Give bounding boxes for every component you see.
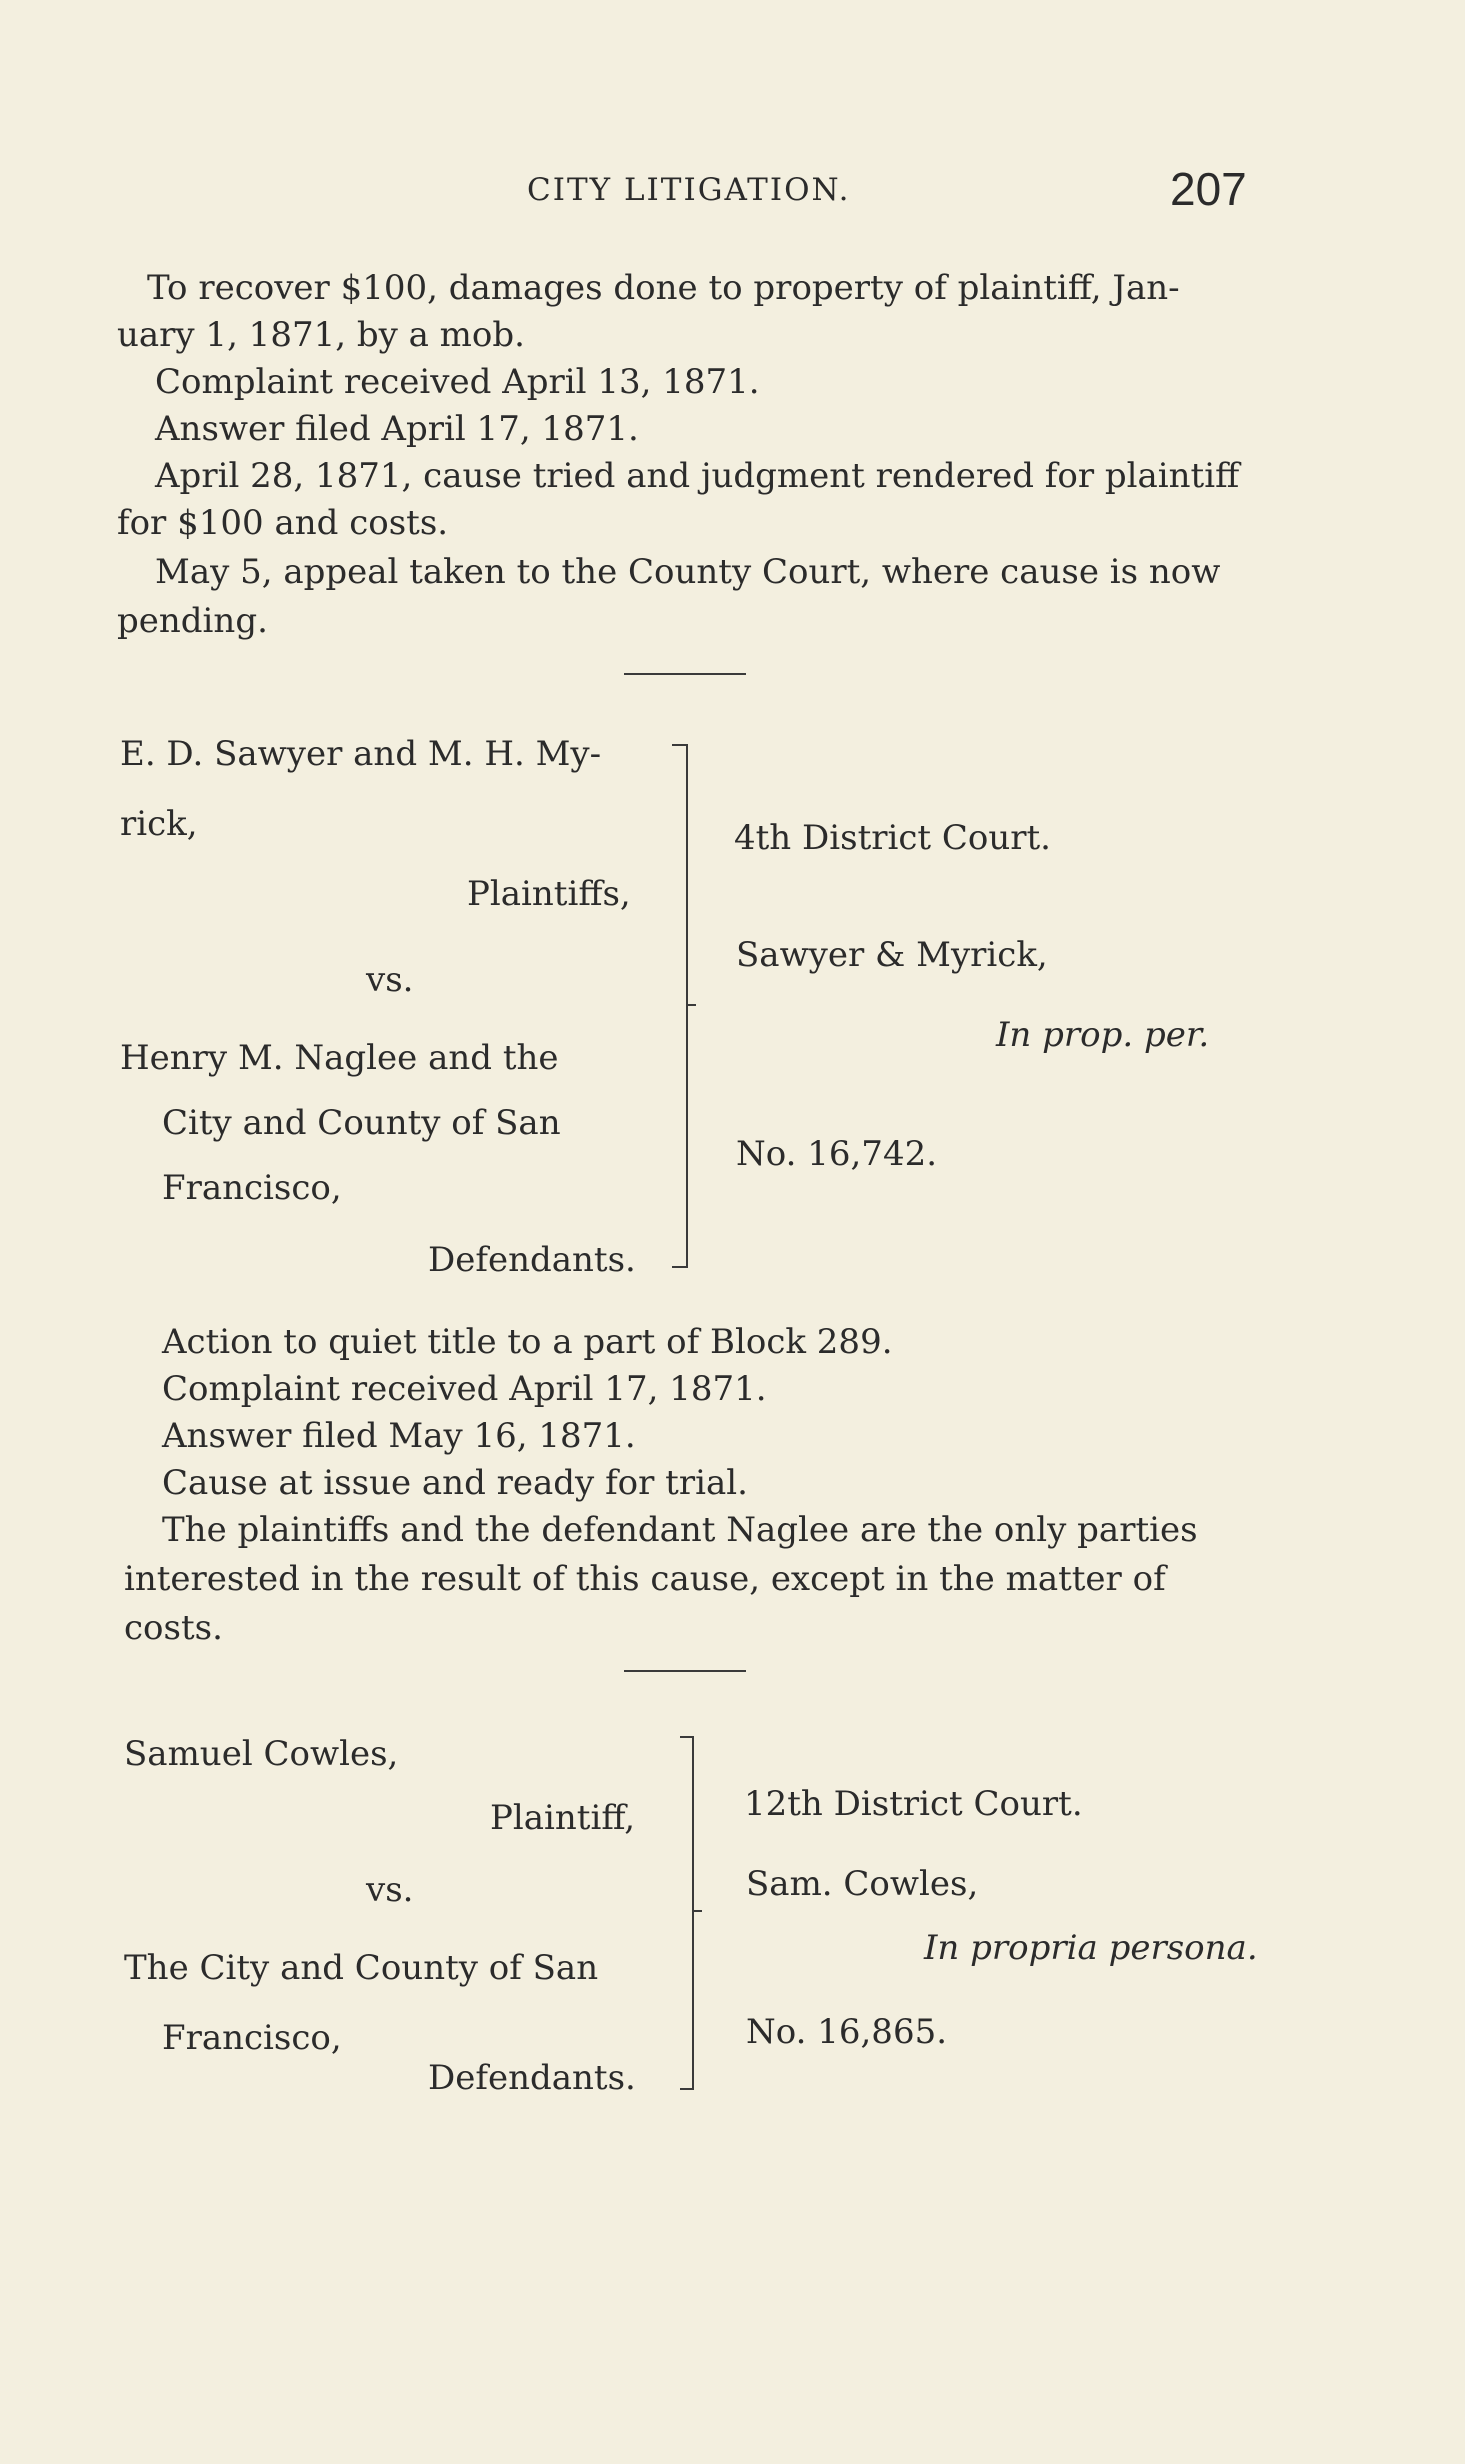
defendants-name-line: Henry M. Naglee and the <box>120 1038 559 1078</box>
case-number: No. 16,742. <box>736 1134 938 1174</box>
brace-bottom <box>672 1266 688 1268</box>
plaintiff-label: Plaintiff, <box>490 1798 636 1838</box>
brace-upper <box>692 1736 694 1910</box>
attorney-name: Sawyer & Myrick, <box>736 935 1048 975</box>
plaintiffs-label: Plaintiffs, <box>467 874 631 914</box>
text-line: Answer filed April 17, 1871. <box>155 409 639 449</box>
attorney-note: In propria persona. <box>924 1928 1258 1968</box>
plaintiff-name: Samuel Cowles, <box>124 1734 399 1774</box>
text-line: Complaint received April 13, 1871. <box>155 362 760 402</box>
running-title: CITY LITIGATION. <box>527 172 851 208</box>
text-line: for $100 and costs. <box>117 503 449 543</box>
text-line: Answer filed May 16, 1871. <box>162 1416 636 1456</box>
versus-label: vs. <box>366 960 414 1000</box>
text-line: Action to quiet title to a part of Block 289. <box>162 1322 893 1362</box>
plaintiffs-name-line: rick, <box>120 804 198 844</box>
text-line: May 5, appeal taken to the County Court, where cause is now <box>155 552 1221 592</box>
defendants-label: Defendants. <box>428 2058 636 2098</box>
plaintiffs-name-line: E. D. Sawyer and M. H. My- <box>120 734 602 774</box>
versus-label: vs. <box>366 1870 414 1910</box>
section-divider <box>624 673 746 675</box>
section-divider <box>624 1670 746 1672</box>
defendants-name-line: Francisco, <box>162 1168 342 1208</box>
text-line: Cause at issue and ready for trial. <box>162 1463 748 1503</box>
page-number: 207 <box>1170 163 1247 215</box>
text-line: April 28, 1871, cause tried and judgment rendered for plaintiff <box>155 456 1240 496</box>
text-line: costs. <box>124 1608 223 1648</box>
defendants-name-line: City and County of San <box>162 1103 561 1143</box>
brace-lower <box>692 1910 694 2090</box>
brace-bottom <box>680 2088 694 2090</box>
defendants-name-line: Francisco, <box>162 2018 342 2058</box>
attorney-name: Sam. Cowles, <box>746 1864 979 1904</box>
case-number: No. 16,865. <box>746 2012 948 2052</box>
court-name: 12th District Court. <box>744 1784 1083 1824</box>
defendants-label: Defendants. <box>428 1240 636 1280</box>
text-line: To recover $100, damages done to property of plaintiff, Jan- <box>147 268 1180 308</box>
text-line: uary 1, 1871, by a mob. <box>117 315 525 355</box>
text-line: pending. <box>117 601 268 641</box>
brace-lower <box>686 1004 688 1268</box>
defendants-name-line: The City and County of San <box>124 1948 599 1988</box>
running-head <box>0 163 1465 218</box>
brace-upper <box>686 744 688 1004</box>
attorney-note: In prop. per. <box>996 1015 1210 1055</box>
text-line: interested in the result of this cause, except in the matter of <box>124 1559 1166 1599</box>
text-line: The plaintiffs and the defendant Naglee are the only parties <box>162 1510 1198 1550</box>
text-line: Complaint received April 17, 1871. <box>162 1369 767 1409</box>
court-name: 4th District Court. <box>734 818 1051 858</box>
